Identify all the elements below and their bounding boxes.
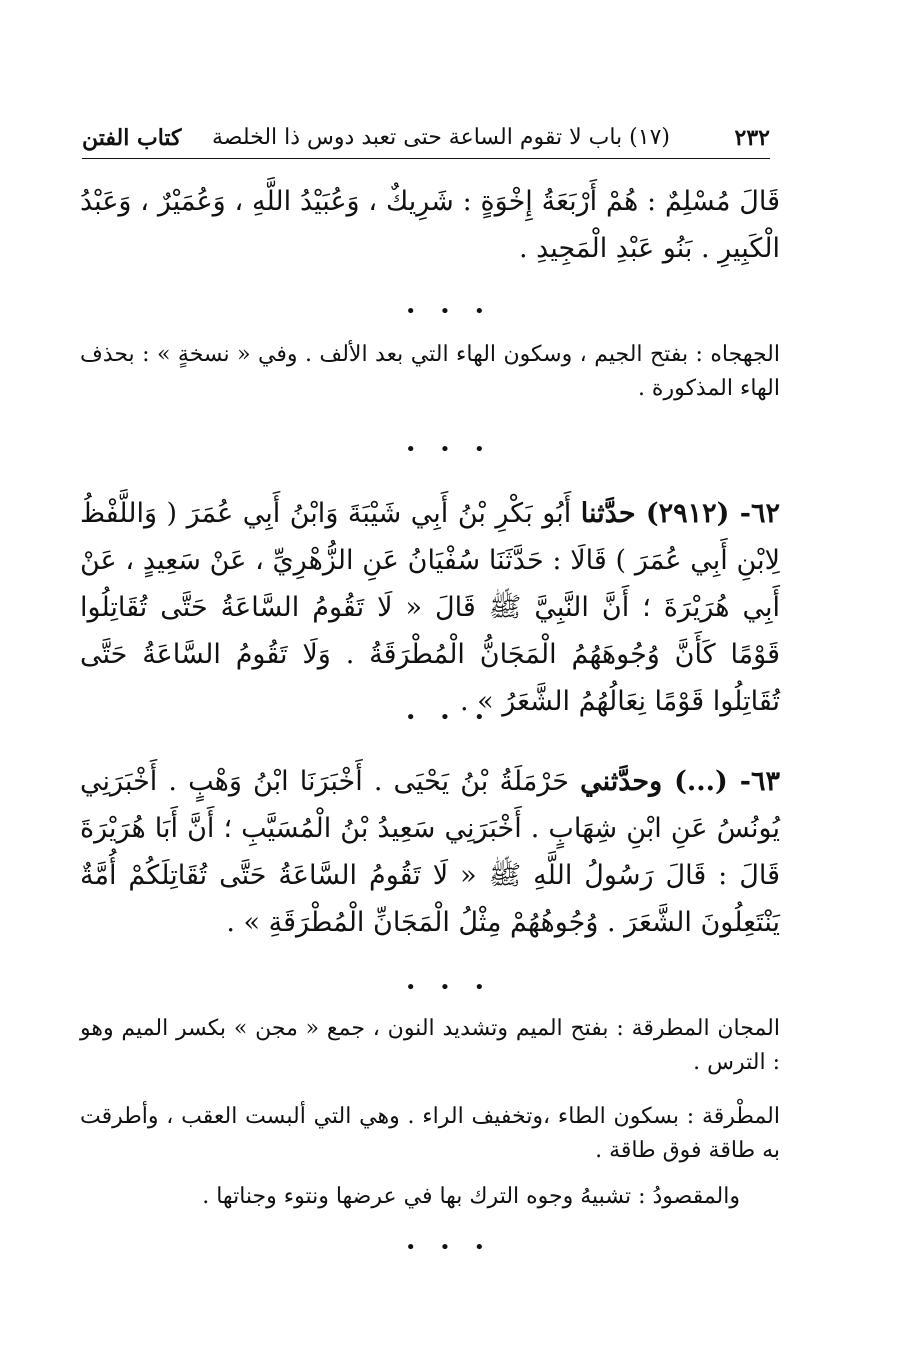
footnote-text: والمقصودُ : تشبيهُ وجوه الترك بها في عرضها ونتوء وجناتها . <box>202 1184 740 1209</box>
hadith-text: أَبُو بَكْرِ بْنُ أَبِي شَيْبَةَ وَابْنُ أَبِي عُمَرَ ( وَاللَّفْظُ لِابْنِ أَبِي عُمَرَ ) قَالَا : حَدَّثَنَا سُفْيَانُ عَنِ الزُّهْرِيِّ ، عَنْ سَعِيدٍ ، عَنْ أَبِي هُرَيْرَةَ ؛ أَنَّ النَّبِيَّ ﷺ قَالَ « لَا تَقُومُ السَّاعَةُ حَتَّى تُقَاتِلُوا قَوْمًا كَأَنَّ وُجُوهَهُمُ الْمَجَانُّ الْمُطْرَقَةُ . وَلَا تَقُومُ السَّاعَةُ حَتَّى تُقَاتِلُوا قَوْمًا نِعَالُهُمُ الشَّعَرُ » . <box>80 498 780 717</box>
footnote-text: المطْرقة : بسكون الطاء ،وتخفيف الراء . وهي التي ألبست العقب ، وأطرقت به طاقة فوق طاقة . <box>80 1104 780 1163</box>
chapter-title: (١٧) باب لا تقوم الساعة حتى تعبد دوس ذا الخلصة <box>211 125 670 150</box>
footnote-text: المجان المطرقة : بفتح الميم وتشديد النون ، جمع « مجن » بكسر الميم وهو : الترس . <box>80 1016 780 1075</box>
separator: • • • <box>405 977 494 998</box>
hadith-text: حَرْمَلَةُ بْنُ يَحْيَى . أَخْبَرَنَا ابْنُ وَهْبٍ . أَخْبَرَنِي يُونُسُ عَنِ ابْنِ شِهَابٍ . أَخْبَرَنِي سَعِيدُ بْنُ الْمُسَيَّبِ ؛ أَنَّ أَبَا هُرَيْرَةَ قَالَ : قَالَ رَسُولُ اللَّهِ ﷺ « لَا تَقُومُ السَّاعَةُ حَتَّى تُقَاتِلَكُمْ أُمَّةٌ يَنْتَعِلُونَ الشَّعَرَ . وُجُوهُهُمْ مِثْلُ الْمَجَانِّ الْمُطْرَقَةِ » . <box>80 766 780 938</box>
book-title: كتاب الفتن <box>82 125 182 151</box>
hadith-number: ٦٣- (...) وحدَّثني <box>580 766 780 797</box>
page-header <box>82 122 770 159</box>
footnote-maqsud <box>80 1180 780 1214</box>
footnote-mutraqa <box>80 1100 780 1168</box>
separator: • • • <box>405 439 494 460</box>
footnote-majan <box>80 1012 780 1080</box>
separator: • • • <box>405 1237 494 1258</box>
hadith-62 <box>80 490 780 725</box>
footnote-text: الجهجاه : بفتح الجيم ، وسكون الهاء التي بعد الألف . وفي « نسخةٍ » : بحذف الهاء المذكورة . <box>80 342 780 401</box>
hadith-63 <box>80 758 780 946</box>
separator: • • • <box>405 707 494 728</box>
paragraph-muslim-note <box>80 178 780 272</box>
paragraph-text: قَالَ مُسْلِمٌ : هُمْ أَرْبَعَةُ إِخْوَةٍ : شَرِيكٌ ، وَعُبَيْدُ اللَّهِ ، وَعُمَيْرٌ ، وَعَبْدُ الْكَبِيرِ . بَنُو عَبْدِ الْمَجِيدِ . <box>80 186 780 264</box>
footnote-jahjah <box>80 338 780 406</box>
separator: • • • <box>405 301 494 322</box>
hadith-number: ٦٢- (٢٩١٢) حدَّثنا <box>580 498 780 529</box>
page-number: ٢٣٢ <box>734 125 770 151</box>
